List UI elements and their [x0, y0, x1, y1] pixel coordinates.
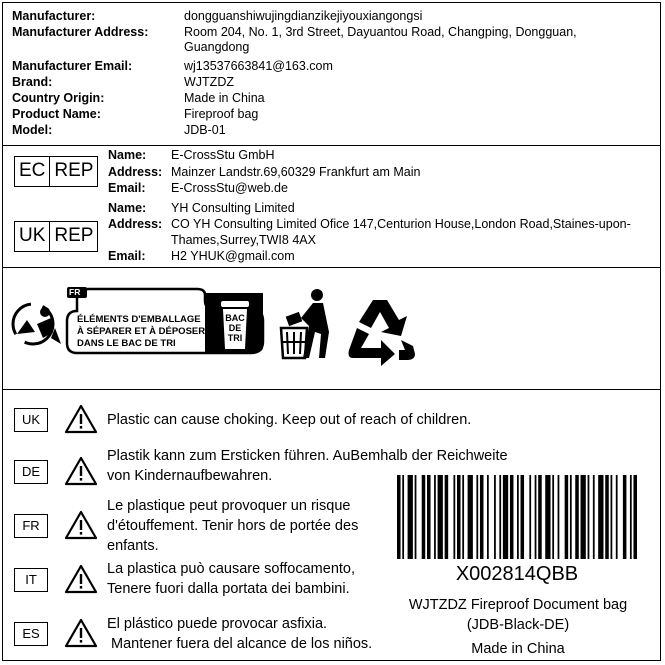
- lang-badge-fr: FR: [14, 514, 48, 538]
- barcode-bar: [487, 475, 489, 559]
- barcode-bar: [605, 475, 609, 559]
- warning-icon: [64, 456, 98, 486]
- warning-fr-line3: enfants.: [107, 538, 159, 554]
- uk-rep-address: CO YH Consulting Limited Ofice 147,Centurion House,London Road,Staines-upon-: [171, 217, 631, 231]
- fr-tag: FR: [69, 287, 81, 297]
- barcode-bar: [581, 475, 586, 559]
- ec-rep-badge-rep: REP: [49, 157, 97, 186]
- recycling-section: [3, 268, 660, 390]
- bin-text-3: TRI: [227, 333, 243, 343]
- barcode-bar: [457, 475, 461, 559]
- uk-rep-address-line2: Thames,Surrey,TWI8 4AX: [171, 233, 316, 247]
- warning-icon: [64, 510, 98, 540]
- manufacturer-section: [3, 3, 660, 146]
- barcode-bar: [623, 475, 627, 559]
- ec-rep-email-label: Email:: [108, 181, 146, 195]
- ec-rep-name-label: Name:: [108, 148, 147, 162]
- barcode-bar: [570, 475, 572, 559]
- recycle-icon: [343, 296, 417, 368]
- lang-badge-de: DE: [14, 460, 48, 484]
- bin-text-1: BAC: [225, 313, 245, 323]
- uk-rep-email-label: Email:: [108, 249, 146, 263]
- triman-text-line1: ÉLÉMENTS D'EMBALLAGE: [77, 314, 201, 325]
- triman-info-block: [65, 287, 269, 358]
- barcode-bar: [611, 475, 613, 559]
- lang-badge-es: ES: [14, 622, 48, 646]
- ec-rep-address: Mainzer Landstr.69,60329 Frankfurt am Main: [171, 165, 421, 179]
- model-value: JDB-01: [184, 123, 226, 137]
- warning-text-it: [107, 559, 355, 599]
- manufacturer-address-value-line2: Guangdong: [184, 40, 250, 54]
- warning-it-line1: La plastica può causare soffocamento,: [107, 561, 356, 577]
- barcode-bar: [415, 475, 417, 559]
- barcode-bar: [434, 475, 436, 559]
- ec-rep-email: E-CrossStu@web.de: [171, 181, 288, 195]
- barcode-number: X002814QBB: [455, 563, 579, 585]
- barcode-bar: [593, 475, 595, 559]
- brand-label: Brand:: [12, 75, 53, 89]
- ec-rep-badge-ec: EC: [19, 160, 46, 181]
- barcode-bar: [480, 475, 484, 559]
- warning-icon: [64, 618, 98, 648]
- triman-text-line2: À SÉPARER ET À DÉPOSER: [77, 326, 206, 337]
- uk-rep-name-label: Name:: [108, 201, 147, 215]
- country-origin-value: Made in China: [184, 91, 265, 105]
- manufacturer-value: dongguanshiwujingdianzikejiyouxiangongsi: [184, 9, 423, 23]
- manufacturer-address-label: Manufacturer Address:: [12, 25, 149, 39]
- product-name-value: Fireproof bag: [184, 107, 259, 121]
- barcode-bar: [529, 475, 531, 559]
- uk-rep-badge-rep: REP: [49, 222, 97, 251]
- barcode-bar: [565, 475, 569, 559]
- tidyman-icon: [279, 286, 339, 364]
- country-origin-label: Country Origin:: [12, 91, 105, 105]
- ec-rep-address-label: Address:: [108, 165, 163, 179]
- warning-es-line2: Mantener fuera del alcance de los niños.: [107, 636, 373, 652]
- barcode-bar: [598, 475, 603, 559]
- barcode-bar: [588, 475, 590, 559]
- product-label: [2, 2, 661, 661]
- warning-text-fr: [107, 496, 358, 556]
- barcode-bar: [427, 475, 431, 559]
- uk-rep-name: YH Consulting Limited: [171, 201, 295, 215]
- warning-text-es: [107, 614, 372, 654]
- warning-it-line2: Tenere fuori dalla portata dei bambini.: [107, 581, 350, 597]
- brand-value: WJTZDZ: [184, 75, 234, 89]
- warning-text-uk: [107, 410, 471, 430]
- triman-icon: [7, 298, 65, 348]
- triman-text-line3: DANS LE BAC DE TRI: [77, 338, 176, 349]
- barcode-bar: [494, 475, 496, 559]
- uk-rep-address-label: Address:: [108, 217, 163, 231]
- barcode-bar: [408, 475, 413, 559]
- uk-rep-badge: [14, 221, 98, 252]
- representatives-section: [3, 146, 660, 268]
- barcode-bar: [468, 475, 473, 559]
- barcode-bar: [630, 475, 632, 559]
- barcode-bar: [445, 475, 449, 559]
- uk-rep-email: H2 YHUK@gmail.com: [171, 249, 295, 263]
- warning-icon: [64, 404, 98, 434]
- barcode-bar: [453, 475, 455, 559]
- warnings-section: [3, 390, 660, 660]
- manufacturer-label: Manufacturer:: [12, 9, 96, 23]
- barcode-bar: [558, 475, 560, 559]
- barcode-bar: [545, 475, 550, 559]
- barcode-bar: [521, 475, 525, 559]
- lang-badge-it: IT: [14, 568, 48, 592]
- warning-uk-line1: Plastic can cause choking. Keep out of reach of children.: [107, 412, 472, 428]
- barcode-bar: [535, 475, 537, 559]
- manufacturer-email-value: wj13537663841@163.com: [184, 59, 333, 73]
- product-variant: (JDB-Black-DE): [466, 617, 570, 633]
- barcode-bar: [499, 475, 501, 559]
- ec-rep-name: E-CrossStu GmbH: [171, 148, 275, 162]
- uk-rep-badge-uk: UK: [19, 225, 46, 246]
- ec-rep-badge: [14, 156, 98, 187]
- warning-icon: [64, 564, 98, 594]
- barcode-bar: [503, 475, 508, 559]
- barcode-bar: [538, 475, 542, 559]
- product-origin: Made in China: [471, 641, 565, 657]
- manufacturer-email-label: Manufacturer Email:: [12, 59, 133, 73]
- barcode-bar: [476, 475, 478, 559]
- warning-es-line1: El plástico puede provocar asfixia.: [107, 616, 328, 632]
- lang-badge-uk: UK: [14, 408, 48, 432]
- warning-fr-line2: d'étouffement. Tenir hors de portée des: [107, 518, 359, 534]
- barcode-bar: [517, 475, 519, 559]
- barcode-bar: [616, 475, 618, 559]
- bin-text-2: DE: [228, 323, 242, 333]
- barcode-bar: [552, 475, 554, 559]
- warning-fr-line1: Le plastique peut provoquer un risque: [107, 498, 351, 514]
- barcode-bar: [397, 475, 401, 559]
- barcode-bar: [510, 475, 514, 559]
- barcode-bar: [575, 475, 579, 559]
- product-name-label: Product Name:: [12, 107, 101, 121]
- warning-de-line2: von Kindernaufbewahren.: [107, 468, 273, 484]
- barcode-bar: [402, 475, 404, 559]
- barcode-bar: [462, 475, 464, 559]
- barcode-bar: [438, 475, 443, 559]
- product-title: WJTZDZ Fireproof Document bag: [408, 597, 628, 613]
- model-label: Model:: [12, 123, 53, 137]
- barcode-image: [397, 475, 637, 559]
- barcode-bar: [422, 475, 426, 559]
- barcode-bar: [633, 475, 637, 559]
- manufacturer-address-value: Room 204, No. 1, 3rd Street, Dayuantou Road, Changping, Dongguan,: [184, 25, 577, 39]
- warning-de-line1: Plastik kann zum Ersticken führen. AuBemhalb der Reichweite: [107, 448, 508, 464]
